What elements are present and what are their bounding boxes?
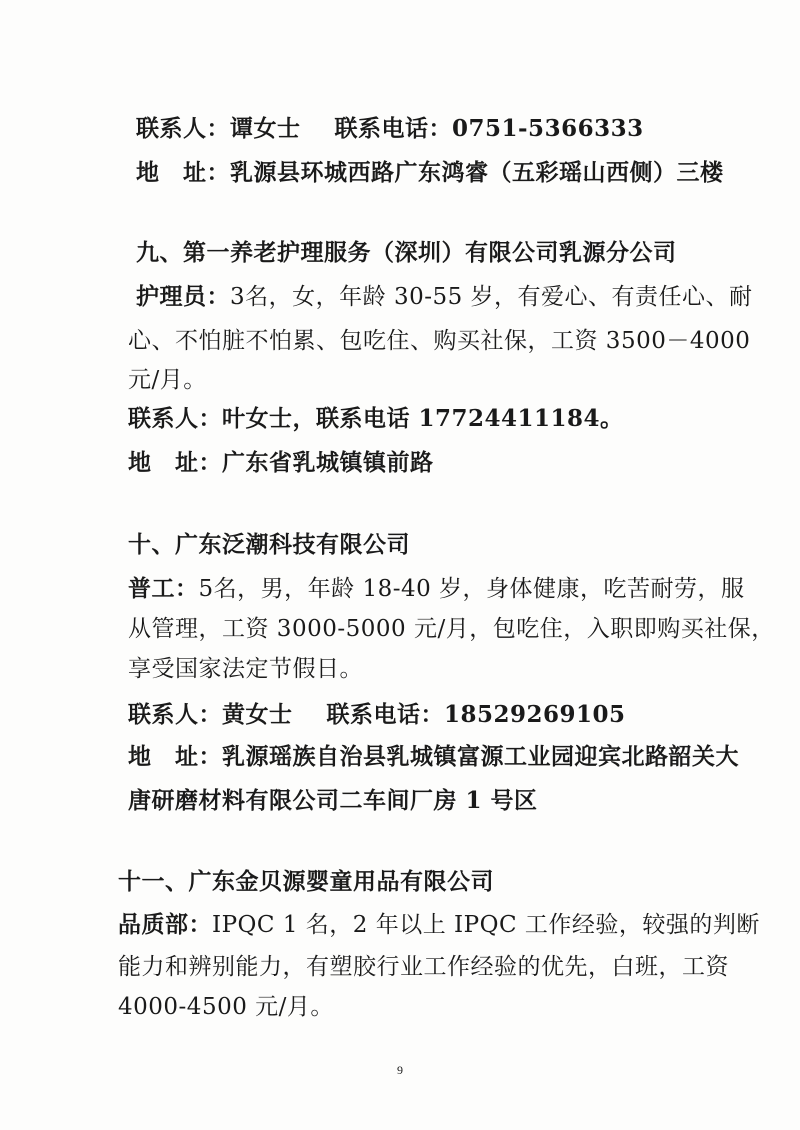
section9-job-line1 — [136, 281, 753, 313]
section11-job-line2: 能力和辨别能力，有塑胶行业工作经验的优先，白班，工资 — [118, 954, 729, 980]
section9-heading: 九、第一养老护理服务（深圳）有限公司乳源分公司 — [136, 239, 677, 266]
section9-address-line — [128, 447, 434, 479]
address-text: 广东省乳城镇镇前路 — [222, 449, 434, 476]
job-description: IPQC 1 名，2 年以上 IPQC 工作经验，较强的判断 — [212, 912, 760, 938]
section8-address-line — [136, 157, 724, 189]
section10-address-line2: 唐研磨材料有限公司二车间厂房 1 号区 — [128, 787, 538, 814]
section9-job-line2: 心、不怕脏不怕累、包吃住、购买社保，工资 3500－4000 — [128, 328, 751, 354]
contact-name: 黄女士 — [222, 701, 293, 728]
section10-heading: 十、广东泛潮科技有限公司 — [128, 531, 410, 558]
job-description: 3名，女，年龄 30-55 岁，有爱心、有责任心、耐 — [230, 284, 753, 310]
address-text: 乳源瑶族自治县乳城镇富源工业园迎宾北路韶关大 — [222, 743, 739, 770]
section8-contact-line — [136, 113, 644, 145]
job-label: 品质部： — [118, 911, 212, 938]
contact-label: 联系人： — [136, 115, 230, 142]
section11-heading: 十一、广东金贝源婴童用品有限公司 — [118, 868, 494, 895]
section10-job-line2: 从管理，工资 3000-5000 元/月，包吃住，入职即购买社保， — [128, 616, 775, 642]
phone-number: 18529269105 — [444, 701, 626, 728]
section10-address-line1 — [128, 741, 739, 773]
address-label: 地 址： — [128, 743, 222, 770]
contact-label: 联系人： — [128, 701, 222, 728]
section9-job-line3: 元/月。 — [128, 367, 207, 393]
section10-job-line3: 享受国家法定节假日。 — [128, 656, 363, 682]
contact-name: 谭女士 — [230, 115, 301, 142]
section11-job-line3: 4000-4500 元/月。 — [118, 994, 334, 1020]
section10-job-line1 — [128, 573, 745, 605]
address-text: 乳源县环城西路广东鸿睿（五彩瑶山西侧）三楼 — [230, 159, 724, 186]
phone-number: 0751-5366333 — [452, 115, 644, 142]
job-description: 5名，男，年龄 18-40 岁，身体健康，吃苦耐劳，服 — [198, 576, 745, 602]
job-label: 护理员： — [136, 283, 230, 310]
section11-job-line1 — [118, 909, 760, 941]
address-label: 地 址： — [136, 159, 230, 186]
job-label: 普工： — [128, 575, 199, 602]
phone-label: 联系电话： — [326, 701, 444, 728]
address-label: 地 址： — [128, 449, 222, 476]
section9-contact-line: 联系人：叶女士，联系电话 17724411184。 — [128, 405, 624, 432]
phone-label: 联系电话： — [334, 115, 452, 142]
page-number: 9 — [397, 1063, 403, 1077]
section10-contact-line — [128, 699, 626, 731]
